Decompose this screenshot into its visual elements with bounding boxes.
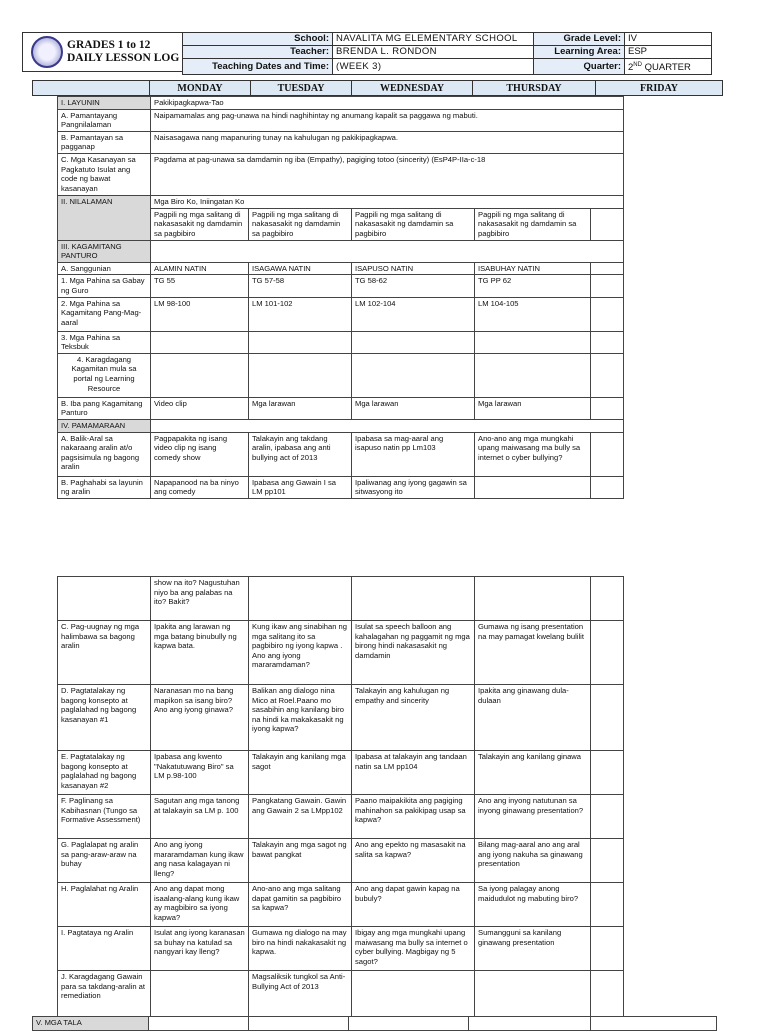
- label-paglinang: F. Paglinang sa Kabihasnan (Tungo sa Formative Assessment): [58, 795, 151, 839]
- iba-pang-kagamitan-wed: Mga larawan: [352, 397, 475, 419]
- kagamitang-mag-aaral-thu: LM 104-105: [475, 297, 591, 331]
- label-pagtataya: I. Pagtataya ng Aralin: [58, 927, 151, 971]
- pag-uugnay-mon: Ipakita ang larawan ng mga batang binubully ng kapwa bata.: [151, 621, 249, 685]
- pagtatalakay-2-mon: Ipabasa ang kwento "Nakatutuwang Biro" sa LM p.98-100: [151, 751, 249, 795]
- balik-aral-thu: Ano-ano ang mga mungkahi upang maiwasang ma bully sa internet o cyber bullying?: [475, 432, 591, 476]
- dates-value: (WEEK 3): [333, 59, 534, 75]
- label-pag-uugnay: C. Pag-uugnay ng mga halimbawa sa bagong aralin: [58, 621, 151, 685]
- pamantayan-pagganap-value: Naisasagawa nang mapanuring tunay na kahulugan ng pakikipagkapwa.: [151, 131, 624, 153]
- teacher-label: Teacher:: [183, 46, 333, 59]
- karagdagang-gawain-tue: Magsaliksik tungkol sa Anti-Bullying Act of 2013: [249, 971, 352, 1017]
- dates-label: Teaching Dates and Time:: [183, 59, 333, 75]
- quarter-num: 2: [628, 62, 634, 74]
- label-pagtatalakay-2: E. Pagtatalakay ng bagong konsepto at paglalahad ng bagong kasanayan #2: [58, 751, 151, 795]
- label-gabay-guro: 1. Mga Pahina sa Gabay ng Guro: [58, 275, 151, 297]
- paglalahat-thu: Sa iyong palagay anong maidudulot ng mabuting biro?: [475, 883, 591, 927]
- quarter-label: Quarter:: [534, 59, 625, 75]
- layunin-value: Pakikipagkapwa-Tao: [151, 97, 624, 110]
- nilalaman-value: Mga Biro Ko, Iniingatan Ko: [151, 195, 624, 208]
- nilalaman-mon: Pagpili ng mga salitang di nakasasakit ng damdamin sa pagbibiro: [151, 208, 249, 240]
- label-paglalapat: G. Paglalapat ng aralin sa pang-araw-araw na buhay: [58, 839, 151, 883]
- deped-seal-icon: [31, 36, 63, 68]
- pagtatalakay-2-thu: Talakayin ang kanilang ginawa: [475, 751, 591, 795]
- label-sanggunian: A. Sanggunian: [58, 262, 151, 275]
- sanggunian-mon: ALAMIN NATIN: [151, 262, 249, 275]
- iba-pang-kagamitan-mon: Video clip: [151, 397, 249, 419]
- pagtatalakay-1-tue: Balikan ang dialogo nina Mico at Roel.Paano mo sasabihin ang kanilang biro na hindi ka makakasakit ng iyong kapwa?: [249, 685, 352, 751]
- paglinang-mon: Sagutan ang mga tanong at talakayin sa LM p. 100: [151, 795, 249, 839]
- paglalahat-wed: Ano ang dapat gawin kapag na bubuly?: [352, 883, 475, 927]
- balik-aral-mon: Pagpapakita ng isang video clip ng isang comedy show: [151, 432, 249, 476]
- pagtatalakay-2-wed: Ipabasa at talakayin ang tandaan natin sa LM pp104: [352, 751, 475, 795]
- label-nilalaman: II. NILALAMAN: [58, 195, 151, 240]
- iba-pang-kagamitan-thu: Mga larawan: [475, 397, 591, 419]
- sanggunian-thu: ISABUHAY NATIN: [475, 262, 591, 275]
- paghahabi-mon: Napapanood na ba ninyo ang comedy: [151, 476, 249, 498]
- title-line-2: DAILY LESSON LOG: [67, 52, 180, 64]
- paglinang-thu: Ano ang inyong natutunan sa inyong ginawang presentation?: [475, 795, 591, 839]
- grade-value: IV: [625, 33, 712, 46]
- gabay-guro-fri: [591, 275, 624, 297]
- lesson-table-part-1: [57, 96, 624, 499]
- pag-uugnay-thu: Gumawa ng isang presentation na may pamagat kwelang bulilit: [475, 621, 591, 685]
- pagtatalakay-1-thu: Ipakita ang ginawang dula-dulaan: [475, 685, 591, 751]
- nilalaman-wed: Pagpili ng mga salitang di nakasasakit ng damdamin sa pagbibiro: [352, 208, 475, 240]
- paghahabi-wed: Ipaliwanag ang iyong gagawin sa sitwasyong ito: [352, 476, 475, 498]
- label-karagdagang-kagamitan: 4. Karagdagang Kagamitan mula sa portal ng Learning Resource: [58, 353, 151, 397]
- day-header-row: [32, 80, 723, 96]
- paglalapat-tue: Talakayin ang mga sagot ng bawat pangkat: [249, 839, 352, 883]
- iba-pang-kagamitan-tue: Mga larawan: [249, 397, 352, 419]
- pagtataya-wed: Ibigay ang mga mungkahi upang maiwasang ma bully sa internet o cyber bullying. Magbigay ng 5 sagot?: [352, 927, 475, 971]
- label-kagamitang-panturo: III. KAGAMITANG PANTURO: [58, 240, 151, 262]
- gabay-guro-thu: TG PP 62: [475, 275, 591, 297]
- school-label: School:: [183, 33, 333, 46]
- label-pamamaraan: IV. PAMAMARAAN: [58, 419, 151, 432]
- nilalaman-fri: [591, 208, 624, 240]
- day-tuesday: TUESDAY: [251, 81, 352, 96]
- label-layunin: I. LAYUNIN: [58, 97, 151, 110]
- sanggunian-tue: ISAGAWA NATIN: [249, 262, 352, 275]
- balik-aral-tue: Talakayin ang takdang aralin, ipabasa ang anti bullying act of 2013: [249, 432, 352, 476]
- pagtataya-mon: Isulat ang iyong karanasan sa buhay na katulad sa nangyari kay lleng?: [151, 927, 249, 971]
- label-kagamitang-mag-aaral: 2. Mga Pahina sa Kagamitang Pang-Mag-aaral: [58, 297, 151, 331]
- paglalapat-mon: Ano ang iyong mararamdaman kung ikaw ang nasa kalagayan ni lleng?: [151, 839, 249, 883]
- pamantayang-pangnilalaman-value: Naipamamalas ang pag-unawa na hindi naghihintay ng anumang kapalit sa paggawa ng mabuti.: [151, 109, 624, 131]
- label-iba-pang-kagamitan: B. Iba pang Kagamitang Panturo: [58, 397, 151, 419]
- sanggunian-fri: [591, 262, 624, 275]
- quarter-sup: ND: [633, 62, 642, 68]
- label-pamantayan-pagganap: B. Pamantayan sa pagganap: [58, 131, 151, 153]
- day-header-blank: [33, 81, 150, 96]
- day-friday: FRIDAY: [596, 81, 723, 96]
- pag-uugnay-tue: Kung ikaw ang sinabihan ng mga salitang ito sa pagbibiro ng iyong kapwa . Ano ang iyong mararamdaman?: [249, 621, 352, 685]
- pag-uugnay-wed: Isulat sa speech balloon ang kahalagahan ng paggamit ng mga birong hindi nakasasakit ng damdamin: [352, 621, 475, 685]
- kagamitang-mag-aaral-tue: LM 101-102: [249, 297, 352, 331]
- label-paglalahat: H. Paglalahat ng Aralin: [58, 883, 151, 927]
- form-title: [67, 39, 179, 65]
- balik-aral-wed: Ipabasa sa mag-aaral ang isapuso natin pp Lm103: [352, 432, 475, 476]
- nilalaman-thu: Pagpili ng mga salitang di nakasasakit ng damdamin sa pagbibiro: [475, 208, 591, 240]
- lesson-table-part-2: [57, 576, 624, 1017]
- logo-area: [22, 32, 184, 72]
- label-karagdagang-gawain: J. Karagdagang Gawain para sa takdang-aralin at remediation: [58, 971, 151, 1017]
- pagtatalakay-2-tue: Talakayin ang kanilang mga sagot: [249, 751, 352, 795]
- label-balik-aral: A. Balik-Aral sa nakaraang aralin at/o pagsisimula ng bagong aralin: [58, 432, 151, 476]
- pagtatalakay-1-mon: Naranasan mo na bang mapikon sa isang biro? Ano ang iyong ginawa?: [151, 685, 249, 751]
- title-line-1: GRADES 1 to 12: [67, 39, 151, 51]
- paglalapat-wed: Ano ang epekto ng masasakit na salita sa kapwa?: [352, 839, 475, 883]
- paghahabi-cont-mon: show na ito? Nagustuhan niyo ba ang palabas na ito? Bakit?: [151, 577, 249, 621]
- day-thursday: THURSDAY: [473, 81, 596, 96]
- paglalahat-mon: Ano ang dapat mong isaalang-alang kung ikaw ay magbibiro sa iyong kapwa?: [151, 883, 249, 927]
- kasanayan-value: Pagdama at pag-unawa sa damdamin ng iba (Empathy), pagiging totoo (sincerity) (EsP4P-IIa-c-18: [151, 153, 624, 195]
- paglinang-wed: Paano maipakikita ang pagiging mahinahon sa pakikipag usap sa kapwa?: [352, 795, 475, 839]
- area-value: ESP: [625, 46, 712, 59]
- label-teksbuk: 3. Mga Pahina sa Teksbuk: [58, 331, 151, 353]
- label-kasanayan: C. Mga Kasanayan sa Pagkatuto Isulat ang code ng bawat kasanayan: [58, 153, 151, 195]
- paglalapat-thu: Bilang mag-aaral ano ang aral ang iyong nakuha sa ginawang presentation: [475, 839, 591, 883]
- label-pamantayang-pangnilalaman: A. Pamantayang Pangnilalaman: [58, 109, 151, 131]
- kagamitang-mag-aaral-fri: [591, 297, 624, 331]
- quarter-value: [625, 59, 712, 75]
- gabay-guro-mon: TG 55: [151, 275, 249, 297]
- gabay-guro-tue: TG 57-58: [249, 275, 352, 297]
- sanggunian-wed: ISAPUSO NATIN: [352, 262, 475, 275]
- day-wednesday: WEDNESDAY: [352, 81, 473, 96]
- kagamitang-panturo-value: [151, 240, 624, 262]
- nilalaman-tue: Pagpili ng mga salitang di nakasasakit ng damdamin sa pagbibiro: [249, 208, 352, 240]
- header-info-table: [182, 32, 712, 75]
- quarter-word: QUARTER: [641, 62, 691, 74]
- label-mga-tala: V. MGA TALA: [33, 1017, 149, 1031]
- pagtataya-tue: Gumawa ng dialogo na may biro na hindi nakakasakit ng kapwa.: [249, 927, 352, 971]
- label-paghahabi: B. Paghahabi sa layunin ng aralin: [58, 476, 151, 498]
- school-value: NAVALITA MG ELEMENTARY SCHOOL: [333, 33, 534, 46]
- paglinang-tue: Pangkatang Gawain. Gawin ang Gawain 2 sa LMpp102: [249, 795, 352, 839]
- pagtatalakay-1-wed: Talakayin ang kahulugan ng empathy and sincerity: [352, 685, 475, 751]
- teacher-value: BRENDA L. RONDON: [333, 46, 534, 59]
- grade-label: Grade Level:: [534, 33, 625, 46]
- kagamitang-mag-aaral-wed: LM 102-104: [352, 297, 475, 331]
- paglalahat-tue: Ano-ano ang mga salitang dapat gamitin sa pagbibiro sa kapwa?: [249, 883, 352, 927]
- paghahabi-tue: Ipabasa ang Gawain I sa LM pp101: [249, 476, 352, 498]
- area-label: Learning Area:: [534, 46, 625, 59]
- label-pagtatalakay-1: D. Pagtatalakay ng bagong konsepto at paglalahad ng bagong kasanayan #1: [58, 685, 151, 751]
- pagtataya-thu: Sumangguni sa kanilang ginawang presentation: [475, 927, 591, 971]
- gabay-guro-wed: TG 58-62: [352, 275, 475, 297]
- kagamitang-mag-aaral-mon: LM 98-100: [151, 297, 249, 331]
- day-monday: MONDAY: [150, 81, 251, 96]
- header: [22, 32, 728, 72]
